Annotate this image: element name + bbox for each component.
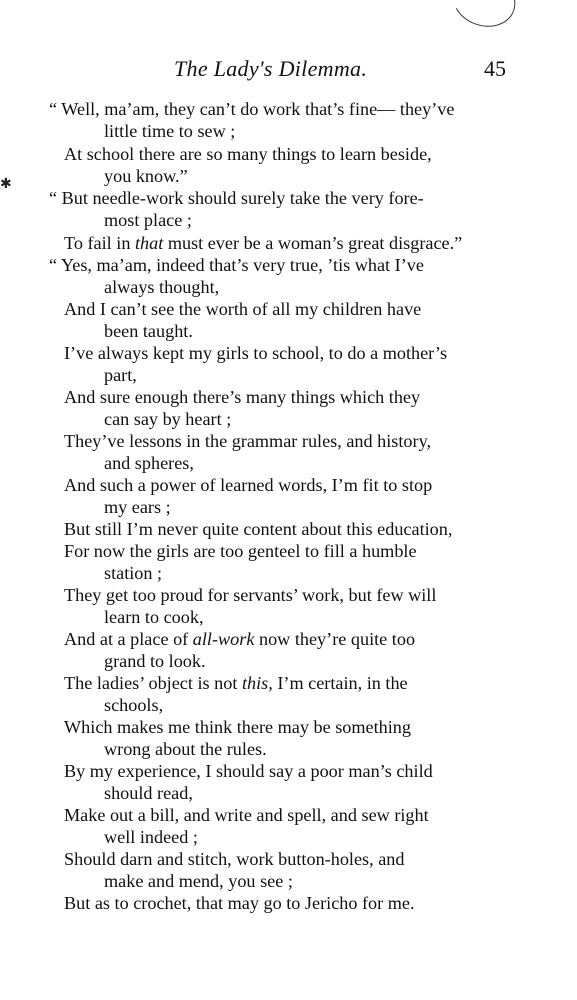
verse-line: Should darn and stitch, work button-holes, and	[64, 849, 405, 869]
verse-line: The ladies’ object is not this, I’m certain, in the	[64, 673, 408, 693]
verse-line: And I can’t see the worth of all my children have	[64, 299, 422, 319]
verse-line: grand to look.	[104, 651, 206, 671]
verse-line: “ Well, ma’am, they can’t do work that’s fine— they’ve	[49, 99, 455, 119]
verse-line: To fail in that must ever be a woman’s great disgrace.”	[64, 233, 463, 253]
verse-line: By my experience, I should say a poor man’s child	[64, 761, 433, 781]
verse-line: wrong about the rules.	[104, 739, 267, 759]
verse-line: At school there are so many things to learn beside,	[64, 144, 432, 164]
verse-line: And such a power of learned words, I’m fit to stop	[64, 475, 433, 495]
verse-line: But as to crochet, that may go to Jericho for me.	[64, 893, 415, 913]
verse-line: part,	[104, 365, 137, 385]
verse-line: For now the girls are too genteel to fill a humble	[64, 541, 417, 561]
verse-line: my ears ;	[104, 497, 171, 517]
verse-line: and spheres,	[104, 453, 194, 473]
verse-line: should read,	[104, 783, 193, 803]
verse-line: But still I’m never quite content about this education,	[64, 519, 453, 539]
verse-line: schools,	[104, 695, 164, 715]
verse-line: station ;	[104, 563, 163, 583]
verse-line: They get too proud for servants’ work, but few will	[64, 585, 437, 605]
verse-line: “ But needle-work should surely take the very fore-	[49, 188, 424, 208]
verse-line: They’ve lessons in the grammar rules, and history,	[64, 431, 432, 451]
verse-line: most place ;	[104, 210, 192, 230]
verse-line: you know.”	[104, 166, 188, 186]
verse-line: And at a place of all-work now they’re quite too	[64, 629, 416, 649]
verse-line: “ Yes, ma’am, indeed that’s very true, ’tis what I’ve	[49, 255, 424, 275]
verse-line: Which makes me think there may be something	[64, 717, 411, 737]
verse-line: I’ve always kept my girls to school, to do a mother’s	[64, 343, 448, 363]
verse-line: been taught.	[104, 321, 193, 341]
verse-line: little time to sew ;	[104, 121, 236, 141]
verse-line: Make out a bill, and write and spell, and sew right	[64, 805, 429, 825]
verse-line: make and mend, you see ;	[104, 871, 293, 891]
margin-specks: ✱	[0, 177, 12, 192]
verse-line: learn to cook,	[104, 607, 204, 627]
verse-line: always thought,	[104, 277, 220, 297]
verse-line: And sure enough there’s many things which they	[64, 387, 421, 407]
verse-line: can say by heart ;	[104, 409, 232, 429]
verse-line: well indeed ;	[104, 827, 198, 847]
page-number: 45	[484, 56, 506, 81]
page-corner-mark	[445, 0, 523, 35]
running-title: The Lady's Dilemma.	[174, 56, 368, 81]
